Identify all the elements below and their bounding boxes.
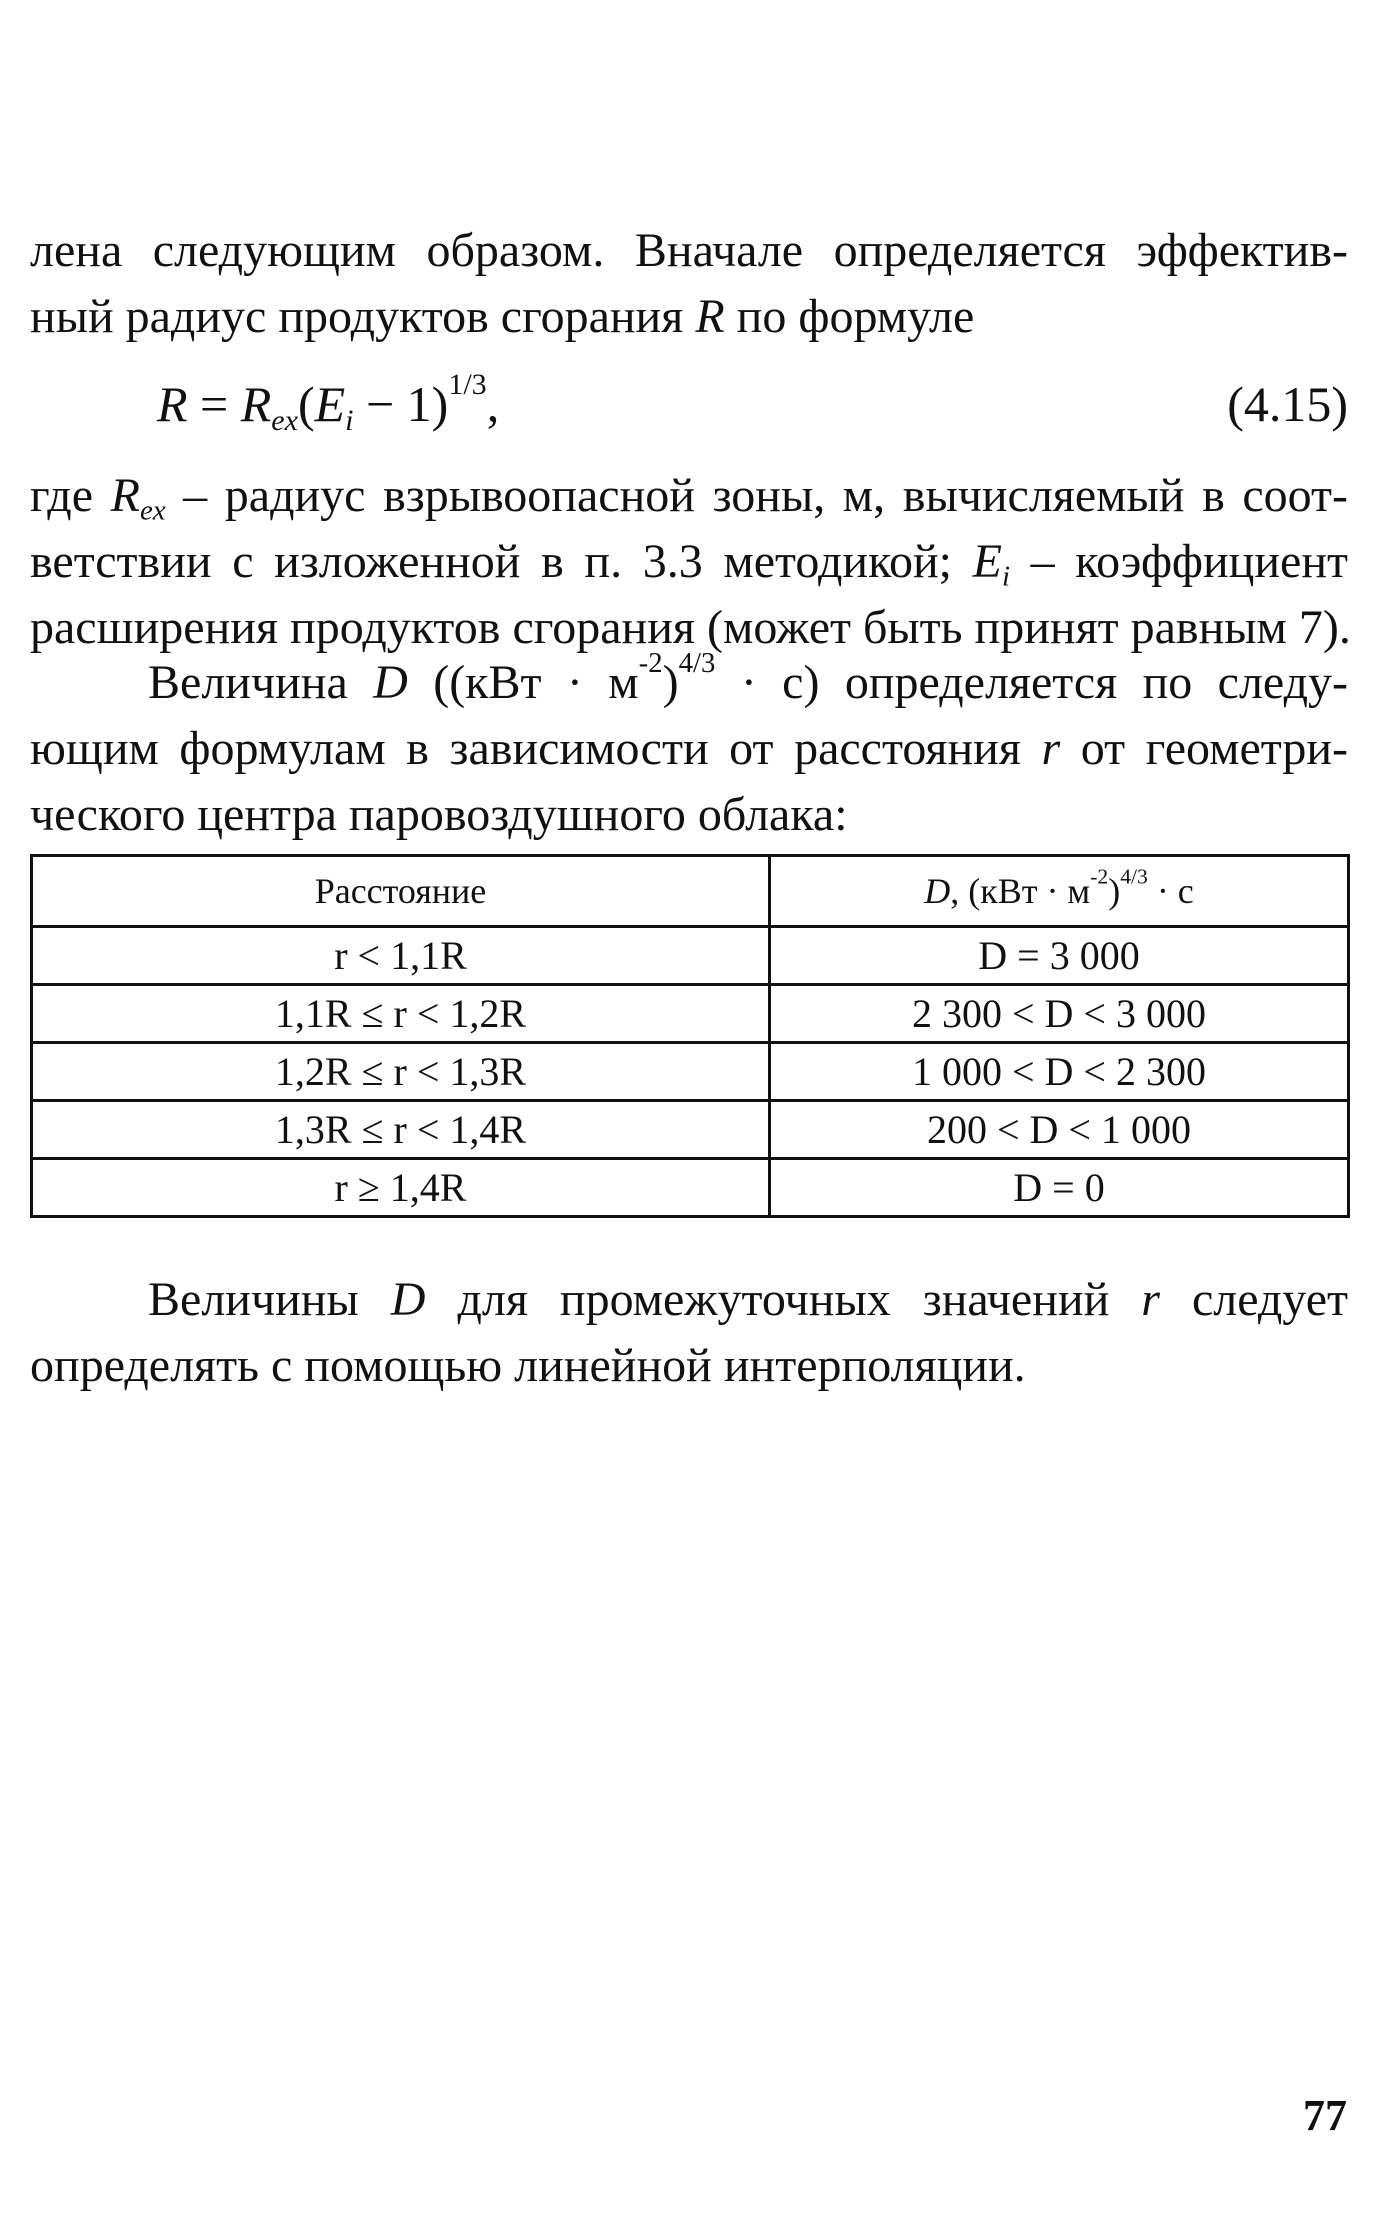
table-row xyxy=(32,985,1349,1043)
cell-distance: 1,2R ≤ r < 1,3R xyxy=(32,1043,770,1101)
table-header-row xyxy=(32,856,1349,927)
table-row xyxy=(32,927,1349,985)
paragraph-definitions xyxy=(30,463,1351,661)
header-d-units: D, $(кВт \cdot м^{-2})^{4/3} \cdot с$ xyxy=(770,856,1349,927)
paragraph-intro xyxy=(30,218,1348,350)
formula-4-15 xyxy=(30,368,1348,445)
header-distance: Расстояние xyxy=(32,856,770,927)
text-line: где $R_{ex}$ – радиус взрывоопасной зоны, м, вычисляемый в соот- xyxy=(30,469,1348,527)
text-line: Величина D $((кВт \cdot м^{-2})^{4/3} \cdot с)$ определяется по следу- xyxy=(148,647,1349,709)
cell-d: 200 < D < 1 000 xyxy=(770,1101,1349,1159)
cell-d: D = 3 000 xyxy=(770,927,1349,985)
text-line: ный радиус продуктов сгорания R по формуле xyxy=(30,290,975,343)
paragraph-interpolation xyxy=(30,1267,1348,1399)
cell-distance: r < 1,1R xyxy=(32,927,770,985)
table-row xyxy=(32,1101,1349,1159)
table-row xyxy=(32,1159,1349,1217)
cell-d: 2 300 < D < 3 000 xyxy=(770,985,1349,1043)
text-line: Величины D для промежуточных значений r следует xyxy=(148,1273,1349,1326)
cell-d: D = 0 xyxy=(770,1159,1349,1217)
text-line: ющим формулам в зависимости от расстояния r от геометри- xyxy=(30,722,1349,775)
page-number: 77 xyxy=(1303,2091,1347,2140)
equation-number: (4.15) xyxy=(1227,376,1348,432)
distance-d-table xyxy=(30,854,1350,1218)
paragraph-d-value xyxy=(30,647,1349,848)
text-line: расширения продуктов сгорания (может быть принят равным 7). xyxy=(30,601,1351,654)
cell-d: 1 000 < D < 2 300 xyxy=(770,1043,1349,1101)
text-line: определять с помощью линейной интерполяции. xyxy=(30,1339,1026,1392)
formula-expression: $R = R_{ex}(E_i - 1)^{1/3}$, xyxy=(157,368,500,437)
cell-distance: 1,3R ≤ r < 1,4R xyxy=(32,1101,770,1159)
text-line: ческого центра паровоздушного облака: xyxy=(30,788,848,841)
table-row xyxy=(32,1043,1349,1101)
cell-distance: r ≥ 1,4R xyxy=(32,1159,770,1217)
cell-distance: 1,1R ≤ r < 1,2R xyxy=(32,985,770,1043)
text-line: лена следующим образом. Вначале определяется эффектив- xyxy=(30,224,1348,277)
text-line: ветствии с изложенной в п. 3.3 методикой; $E_i$ – коэффициент xyxy=(30,535,1348,593)
variable-r: R xyxy=(695,290,725,343)
